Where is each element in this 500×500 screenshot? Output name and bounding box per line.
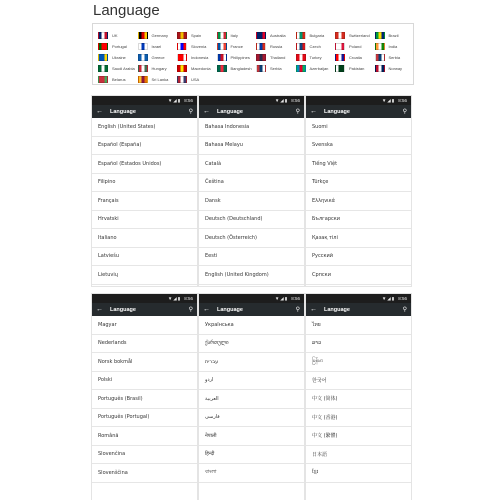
language-option[interactable]: Italiano [92,229,197,248]
flag-item[interactable] [98,41,138,52]
flag-item[interactable] [375,52,415,63]
flag-label: Czech [309,44,321,49]
flag-item[interactable] [335,30,375,41]
flag-icon [138,32,148,39]
flag-item[interactable] [217,52,257,63]
language-option[interactable]: Lietuvių [92,266,197,285]
flag-label: Brazil [388,33,399,38]
flag-icon [177,43,187,50]
flag-item[interactable] [375,63,415,74]
back-arrow-icon[interactable]: ← [310,306,317,313]
app-bar [199,105,304,118]
language-option[interactable]: ខ្មែរ [306,464,411,483]
language-option[interactable]: Română [92,427,197,446]
flag-icon [296,32,306,39]
flag-label: Serbia [388,55,401,60]
language-option[interactable]: Српски [306,266,411,285]
search-icon[interactable]: ⚲ [295,307,300,313]
language-option[interactable]: Suomi [306,118,411,137]
flag-icon [98,65,108,72]
flag-icon [375,32,385,39]
app-bar-title: Language [110,306,136,313]
language-option[interactable]: Português (Brasil) [92,390,197,409]
app-bar-title: Language [324,306,350,313]
phone-screen [92,294,197,500]
language-option[interactable]: 中文 (繁體) [306,427,411,446]
status-bar [92,96,197,105]
flag-item[interactable] [256,41,296,52]
flag-label: Italy [230,33,238,38]
phone-screen [306,294,411,500]
search-icon[interactable]: ⚲ [188,109,193,115]
flag-label: Philippines [230,55,250,60]
language-option[interactable]: Tiếng Việt [306,155,411,174]
flag-label: Thailand [270,55,286,60]
app-bar-title: Language [110,108,136,115]
flag-item[interactable] [177,63,217,74]
language-option[interactable]: Português (Portugal) [92,409,197,428]
flag-label: Macedonia [191,66,211,71]
flag-label: France [230,44,243,49]
status-time: 8:56 [398,296,407,301]
flag-icon [375,43,385,50]
language-option[interactable]: فارسی [199,409,304,428]
flag-icon [375,65,385,72]
flag-label: Pakistan [349,66,365,71]
flag-item[interactable] [296,41,336,52]
flag-icon [296,54,306,61]
flag-icon [335,43,345,50]
flag-icon [177,76,187,83]
flag-label: Russia [270,44,283,49]
language-option[interactable]: Українська [199,316,304,335]
status-icons: ▼◢▮ [167,295,182,301]
language-option[interactable]: Deutsch (Österreich) [199,229,304,248]
flag-item[interactable] [335,52,375,63]
flag-icon [256,43,266,50]
status-time: 8:56 [184,296,193,301]
flag-panel [92,23,414,85]
flag-item[interactable] [256,63,296,74]
flag-item[interactable] [138,74,178,85]
flag-icon [138,76,148,83]
back-arrow-icon[interactable]: ← [203,306,210,313]
flag-label: Sri Lanka [151,77,169,82]
language-option[interactable]: हिन्दी [199,446,304,465]
flag-icon [177,65,187,72]
flag-item[interactable] [177,30,217,41]
language-option[interactable]: Eesti [199,248,304,267]
language-option[interactable]: Nederlands [92,335,197,354]
language-option[interactable]: Русский [306,248,411,267]
language-option[interactable]: Български [306,211,411,230]
flag-item[interactable] [375,30,415,41]
status-icons: ▼◢▮ [274,97,289,103]
status-time: 8:56 [184,98,193,103]
language-option[interactable]: Čeština [199,174,304,193]
search-icon[interactable]: ⚲ [402,307,407,313]
status-bar [92,294,197,303]
language-option[interactable]: 中文 (香港) [306,409,411,428]
flag-label: USA [191,77,200,82]
language-option[interactable]: עברית [199,353,304,372]
language-option[interactable]: Hrvatski [92,211,197,230]
language-option[interactable]: Қазақ тілі [306,229,411,248]
language-option[interactable]: 한국어 [306,372,411,391]
language-option[interactable]: العربية [199,390,304,409]
flag-label: Poland [349,44,362,49]
flag-icon [217,43,227,50]
status-time: 8:56 [291,296,300,301]
flag-icon [217,65,227,72]
flag-item[interactable] [138,63,178,74]
phone-screen [199,96,304,286]
language-option[interactable]: Slovenčina [92,446,197,465]
phone-screen [92,96,197,286]
app-bar-title: Language [217,306,243,313]
app-bar-title: Language [217,108,243,115]
status-time: 8:56 [291,98,300,103]
flag-label: Bulgaria [309,33,325,38]
language-option[interactable]: Dansk [199,192,304,211]
back-arrow-icon[interactable]: ← [96,108,103,115]
flag-label: Slovenia [191,44,207,49]
search-icon[interactable]: ⚲ [188,307,193,313]
flag-item[interactable] [98,63,138,74]
flag-item[interactable] [138,30,178,41]
language-option[interactable]: नेपाली [199,427,304,446]
flag-item[interactable] [217,41,257,52]
flag-item[interactable] [177,74,217,85]
language-option[interactable]: 中文 (简体) [306,390,411,409]
language-option[interactable]: বাংলা [199,464,304,483]
language-option[interactable]: Svenska [306,137,411,156]
language-option[interactable]: ไทย [306,316,411,335]
flag-label: Belarus [112,77,126,82]
search-icon[interactable]: ⚲ [402,109,407,115]
flag-item[interactable] [177,41,217,52]
flag-icon [217,54,227,61]
flag-icon [296,43,306,50]
language-option[interactable]: Magyar [92,316,197,335]
status-bar [199,294,304,303]
status-icons: ▼◢▮ [274,295,289,301]
flag-icon [217,32,227,39]
app-bar [92,105,197,118]
language-option[interactable]: Français [92,192,197,211]
flag-icon [256,65,266,72]
language-option[interactable]: Ελληνικά [306,192,411,211]
flag-item[interactable] [138,52,178,63]
app-bar [306,105,411,118]
back-arrow-icon[interactable]: ← [310,108,317,115]
language-option[interactable]: English (United States) [92,118,197,137]
language-option[interactable]: Polski [92,372,197,391]
flag-item[interactable] [296,30,336,41]
flag-label: Germany [151,33,168,38]
app-bar [199,303,304,316]
flag-icon [256,32,266,39]
flag-label: Norway [388,66,403,71]
flag-item[interactable] [335,41,375,52]
flag-item[interactable] [335,63,375,74]
language-option[interactable]: Latviešu [92,248,197,267]
search-icon[interactable]: ⚲ [295,109,300,115]
page-title: Language [93,2,160,19]
phone-screen [199,294,304,500]
flag-label: Croatia [349,55,362,60]
language-option[interactable]: Türkçe [306,174,411,193]
language-option[interactable]: Norsk bokmål [92,353,197,372]
flag-label: Turkey [309,55,322,60]
flag-icon [138,43,148,50]
flag-icon [98,76,108,83]
flag-icon [296,65,306,72]
status-icons: ▼◢▮ [381,295,396,301]
language-option[interactable]: اردو [199,372,304,391]
language-option[interactable]: Español (Estados Unidos) [92,155,197,174]
flag-label: Spain [191,33,202,38]
flag-label: Israel [151,44,162,49]
flag-icon [375,54,385,61]
flag-icon [177,54,187,61]
language-option[interactable]: မြန်မာ [306,353,411,372]
flag-icon [138,65,148,72]
flag-icon [98,43,108,50]
flag-item[interactable] [256,52,296,63]
language-option[interactable]: ລາວ [306,335,411,354]
status-bar [306,96,411,105]
status-bar [199,96,304,105]
language-option[interactable]: Español (España) [92,137,197,156]
flag-label: Saudi Arabia [112,66,135,71]
flag-label: Australia [270,33,286,38]
back-arrow-icon[interactable]: ← [96,306,103,313]
flag-item[interactable] [375,41,415,52]
flag-icon [98,32,108,39]
flag-item[interactable] [177,52,217,63]
flag-label: India [388,44,398,49]
status-bar [306,294,411,303]
flag-grid [98,30,414,85]
flag-label: Switzerland [349,33,370,38]
status-time: 8:56 [398,98,407,103]
flag-icon [335,32,345,39]
flag-icon [335,54,345,61]
app-bar-title: Language [324,108,350,115]
flag-icon [138,54,148,61]
flag-label: UK [112,33,118,38]
flag-item[interactable] [296,63,336,74]
flag-item[interactable] [98,52,138,63]
flag-icon [256,54,266,61]
flag-item[interactable] [138,41,178,52]
language-option[interactable]: English (United Kingdom) [199,266,304,285]
status-icons: ▼◢▮ [167,97,182,103]
back-arrow-icon[interactable]: ← [203,108,210,115]
flag-icon [98,54,108,61]
flag-icon [177,32,187,39]
app-bar [306,303,411,316]
flag-label: Bangladesh [230,66,252,71]
language-option[interactable]: Slovenščina [92,464,197,483]
flag-label: Greece [151,55,165,60]
flag-label: Azerbaijan [309,66,329,71]
flag-item[interactable] [217,30,257,41]
flag-label: Hungary [151,66,167,71]
status-icons: ▼◢▮ [381,97,396,103]
language-option[interactable]: Català [199,155,304,174]
flag-label: Ukraine [112,55,126,60]
flag-item[interactable] [98,74,138,85]
language-option[interactable]: Deutsch (Deutschland) [199,211,304,230]
language-option[interactable]: Bahasa Indonesia [199,118,304,137]
flag-icon [335,65,345,72]
flag-item[interactable] [98,30,138,41]
flag-label: Indonesia [191,55,209,60]
language-option[interactable]: ქართული [199,335,304,354]
phone-screen [306,96,411,286]
language-option[interactable]: Filipino [92,174,197,193]
language-option[interactable]: Bahasa Melayu [199,137,304,156]
flag-item[interactable] [217,63,257,74]
flag-item[interactable] [296,52,336,63]
flag-label: Portugal [112,44,127,49]
app-bar [92,303,197,316]
language-option[interactable]: 日本語 [306,446,411,465]
flag-item[interactable] [256,30,296,41]
flag-label: Serbia [270,66,282,71]
